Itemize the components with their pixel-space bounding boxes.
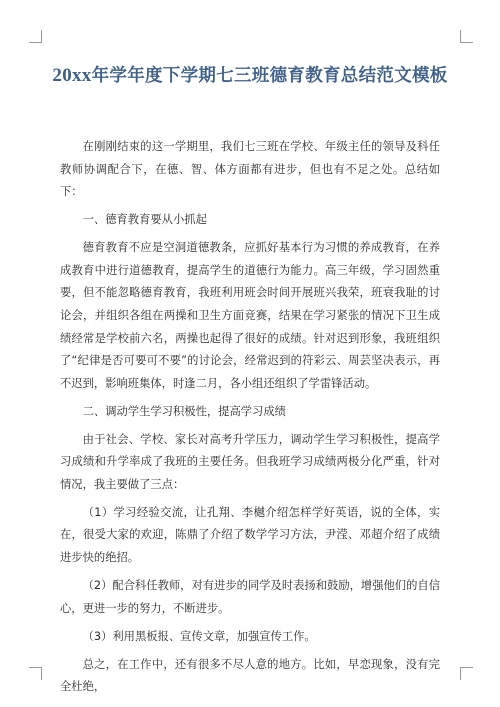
list-item-2: （2）配合科任教师，对有进步的同学及时表扬和鼓励，增强他们的自信心，更进一步的努力，不断进步。	[60, 579, 440, 615]
section-heading-1: 一、德育教育要从小抓起	[82, 213, 207, 227]
title-year: 20xx	[52, 65, 92, 86]
paragraph-summary: 总之，在工作中，还有很多不尽人意的地方。比如，早恋现象，没有完全杜绝，	[60, 657, 440, 694]
section-heading-2: 二、调动学生学习积极性，提高学习成绩	[82, 404, 286, 418]
crop-mark-top-left	[29, 30, 42, 43]
list-item-1: （1）学习经验交流，让孔翔、李樾介绍怎样学好英语，说的全体，实在，很受大家的欢迎，陈鼎了介绍了数学学习方法，尹滢、邓超介绍了成绩进步快的绝招。	[60, 505, 440, 565]
paragraph-intro: 在刚刚结束的这一学期里，我们七三班在学校、年级主任的领导及科任教师协调配合下，在德、智、体方面都有进步，但也有不足之处。总结如下：	[60, 140, 440, 199]
list-item-3: （3）利用黑板报、宣传文章，加强宣传工作。	[82, 629, 316, 643]
crop-mark-bottom-left	[29, 667, 42, 680]
document-body	[60, 136, 440, 704]
crop-mark-bottom-right	[460, 667, 473, 680]
crop-mark-top-right	[460, 30, 473, 43]
title-text: 年学年度下学期七三班德育教育总结范文模板	[91, 66, 448, 86]
paragraph-learning: 由于社会、学校、家长对高考升学压力，调动学生学习积极性，提高学习成绩和升学率成了我班的主要任务。但我班学习成绩两极分化严重，针对情况，我主要做了三点：	[60, 432, 440, 491]
paragraph-moral-education: 德育教育不应是空洞道德教条，应抓好基本行为习惯的养成教育，在养成教育中进行道德教育，提高学生的道德行为能力。高三年级，学习固然重要，但不能忽略德育教育，我班利用班会时间开展班兴我荣，班衰我耻的讨论会，并组织各组在两操和卫生方面竞赛，结果在学习紧张的情况下卫生成绩经常是学校前六名，两操也起得了很好的成绩。针对迟到形象，我班组织了“纪律是否可要可不要”的讨论会，经常迟到的符彩云、周芸坚决表示，再不迟到，影响班集体，时逢二月，各小组还组织了学雷锋活动。	[60, 241, 440, 390]
document-title	[40, 62, 460, 90]
